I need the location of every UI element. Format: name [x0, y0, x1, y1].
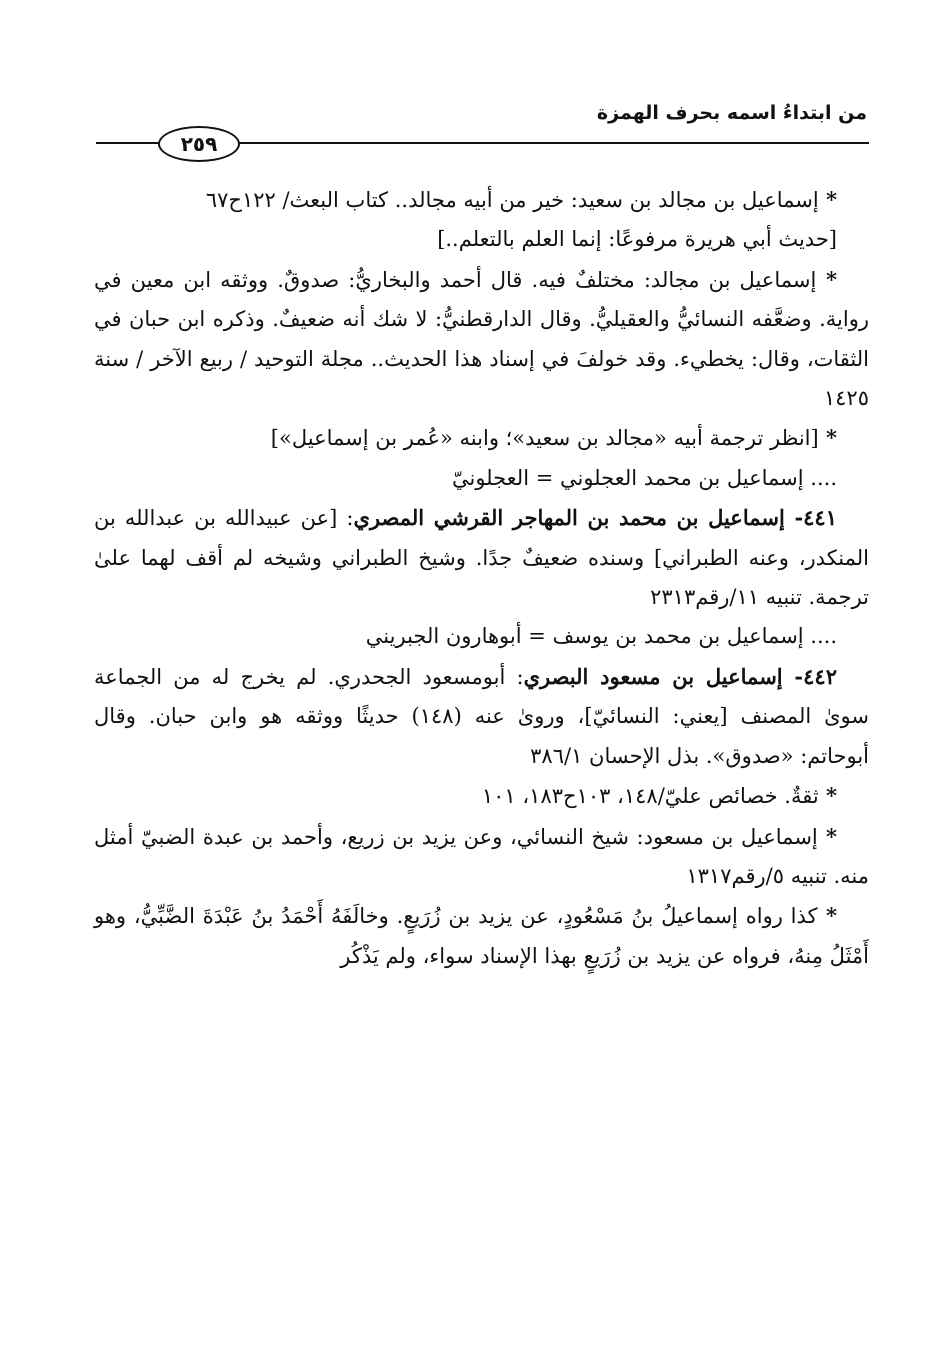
- text-segment: .... إسماعيل بن محمد بن يوسف = أبوهارون الجبريني: [365, 624, 837, 649]
- text-segment: : أبومسعود الجحدري. لم يخرج له من الجماعة سوىٰ المصنف [يعني: النسائيّ]، وروىٰ عنه (١٤٨) حديثًا ووثقه هو وابن حبان. وقال أبوحاتم: «صدوق». بذل الإحسان ٣٨٦/١: [94, 664, 869, 768]
- paragraph-p7: [94, 617, 869, 656]
- paragraph-p1: [94, 180, 869, 220]
- bold-segment: *: [818, 187, 837, 212]
- bold-segment: *: [816, 266, 837, 292]
- text-segment: : [عن عبيدالله بن عبدالله بن المنكدر، وعنه الطبراني] وسنده ضعيفٌ جدًا. وشيخ الطبراني وشيخه لم أقف لهما علىٰ ترجمة. تنبيه ١١/رقم٢٣١٣: [94, 506, 869, 610]
- paragraph-p4: [94, 418, 869, 458]
- paragraph-p11: [94, 896, 869, 976]
- text-segment: إسماعيل بن مجالد: مختلفٌ فيه. قال أحمد والبخاريُّ: صدوقٌ. ووثقه ابن معين في رواية. وضعَّفه النسائيُّ والعقيليُّ. وقال الدارقطنيُّ: لا شك أنه ضعيفٌ. وذكره ابن حبان في الثقات، وقال: يخطيء. وقد خولفَ في إسناد هذا الحديث.. مجلة التوحيد / ربيع الآخر / سنة ١٤٢٥: [94, 267, 869, 411]
- bold-segment: ٤٤١- إسماعيل بن محمد بن المهاجر القرشي المصري: [353, 505, 837, 531]
- text-segment: [حديث أبي هريرة مرفوعًا: إنما العلم بالتعلم..]: [437, 227, 837, 252]
- paragraph-p2: [94, 220, 869, 259]
- paragraph-p9: [94, 776, 869, 816]
- paragraph-p5: [94, 459, 869, 498]
- paragraph-p8: [94, 657, 869, 776]
- page-number-badge: ٢٥٩: [158, 126, 240, 162]
- running-header-title: من ابتداءُ اسمه بحرف الهمزة: [596, 102, 867, 124]
- bold-segment: *: [817, 903, 837, 929]
- text-segment: كذا رواه إسماعيلُ بنُ مَسْعُودٍ، عن يزيد بن زُرَيعٍ. وخالَفَهُ أَحْمَدُ بنُ عَبْدَةَ الضَّبِّيُّ، وهو أَمْثَلُ مِنهُ، فرواه عن يزيد بن زُرَيعٍ بهذا الإسناد سواء، ولم يَذْكُر: [94, 904, 869, 968]
- text-segment: .... إسماعيل بن محمد العجلوني = العجلونيّ: [451, 465, 837, 490]
- bold-segment: *: [818, 783, 837, 809]
- bold-segment: *: [818, 425, 837, 451]
- paragraph-p10: [94, 817, 869, 897]
- paragraph-p6: [94, 498, 869, 617]
- bold-segment: ٤٤٢- إسماعيل بن مسعود البصري: [523, 663, 837, 689]
- text-segment: ثقةٌ. خصائص عليّ/١٤٨، ١٠٣ح١٨٣، ١٠١: [481, 784, 819, 809]
- text-segment: [انظر ترجمة أبيه «مجالد بن سعيد»؛ وابنه «عُمر بن إسماعيل»]: [270, 426, 819, 451]
- bold-segment: *: [817, 823, 838, 849]
- paragraph-p3: [94, 260, 869, 419]
- text-segment: إسماعيل بن مسعود: شيخ النسائي، وعن يزيد بن زريع، وأحمد بن عبدة الضبيّ أمثل منه. تنبيه ٥/رقم١٣١٧: [94, 824, 869, 888]
- body-text: [94, 180, 869, 976]
- text-segment: إسماعيل بن مجالد بن سعيد: خير من أبيه مجالد.. كتاب البعث/ ١٢٢ح٦٧: [205, 188, 819, 212]
